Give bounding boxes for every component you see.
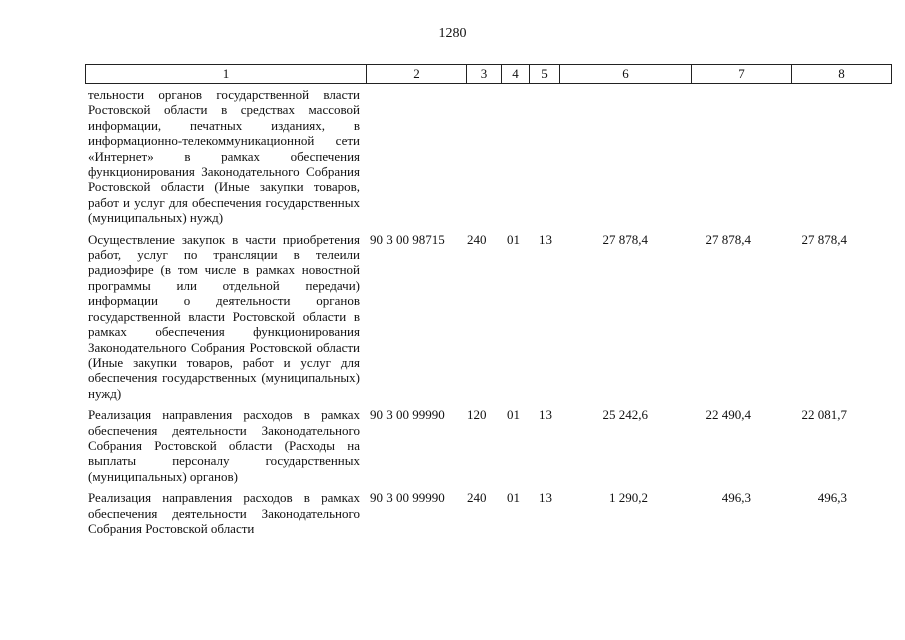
row-description: Реализация направления расходов в рамках обеспечения деятельности Законодательного Собрания Ростовской области (88, 490, 360, 536)
section: 01 (507, 231, 520, 247)
expense-type (465, 87, 502, 226)
amount-col-6: 27 878,4 (602, 231, 648, 247)
table-row (88, 232, 863, 401)
header-cell: 3 (466, 65, 501, 83)
section: 01 (507, 407, 520, 423)
table-row (88, 407, 863, 484)
row-description: Реализация направления расходов в рамках обеспечения деятельности Законодательного Собрания Ростовской области (Расходы на выплаты персоналу государственных (муниципальных) органов) (88, 407, 360, 484)
header-cell: 8 (791, 65, 891, 83)
target-article-code (360, 87, 465, 226)
target-article-code: 90 3 00 99990 (370, 407, 445, 423)
table-header (85, 64, 892, 84)
page-number: 1280 (438, 26, 467, 41)
amount-col-6: 1 290,2 (609, 490, 648, 506)
table-row (88, 87, 863, 226)
header-cell: 7 (691, 65, 791, 83)
subsection: 13 (539, 490, 552, 506)
amount-col-8: 496,3 (817, 490, 847, 506)
amount-col-6 (569, 87, 648, 226)
expense-type: 120 (467, 407, 487, 423)
amount-col-8 (751, 87, 847, 226)
amount-col-7: 27 878,4 (705, 231, 751, 247)
amount-col-8: 27 878,4 (801, 231, 847, 247)
header-cell: 1 (222, 66, 230, 81)
section (502, 87, 535, 226)
table-body (88, 87, 863, 542)
target-article-code: 90 3 00 99990 (370, 490, 445, 506)
header-cell: 6 (559, 65, 691, 83)
amount-col-8: 22 081,7 (801, 407, 847, 423)
amount-col-6: 25 242,6 (602, 407, 648, 423)
header-cell: 4 (501, 65, 529, 83)
header-cell: 2 (366, 65, 466, 83)
row-description: Осуществление закупок в части приобретения работ, услуг по трансляции в телеили радиоэфире (в том числе в рамках новостной программы или отдельной передачи) информации о деятельности органов государственной власти Ростовской области в рамках обеспечения функционирования Законодательного Собрания Ростовской области (Иные закупки товаров, работ и услуг для обеспечения государственных (муниципальных) нужд) (88, 231, 360, 401)
amount-col-7: 22 490,4 (705, 407, 751, 423)
subsection (535, 87, 569, 226)
amount-col-7 (648, 87, 751, 226)
row-description: тельности органов государственной власти Ростовской области в средствах массовой информации, печатных изданиях, в информационно-телекоммуникационной сети «Интернет» в рамках обеспечения функционирования Законодательного Собрания Ростовской области (Иные закупки товаров, работ и услуг для обеспечения государственных (муниципальных) нужд) (88, 87, 360, 226)
expense-type: 240 (467, 231, 487, 247)
subsection: 13 (539, 231, 552, 247)
header-cell: 5 (529, 65, 559, 83)
expense-type: 240 (467, 490, 487, 506)
target-article-code: 90 3 00 98715 (370, 231, 445, 247)
amount-col-7: 496,3 (721, 490, 751, 506)
subsection: 13 (539, 407, 552, 423)
section: 01 (507, 490, 520, 506)
table-row (88, 490, 863, 536)
